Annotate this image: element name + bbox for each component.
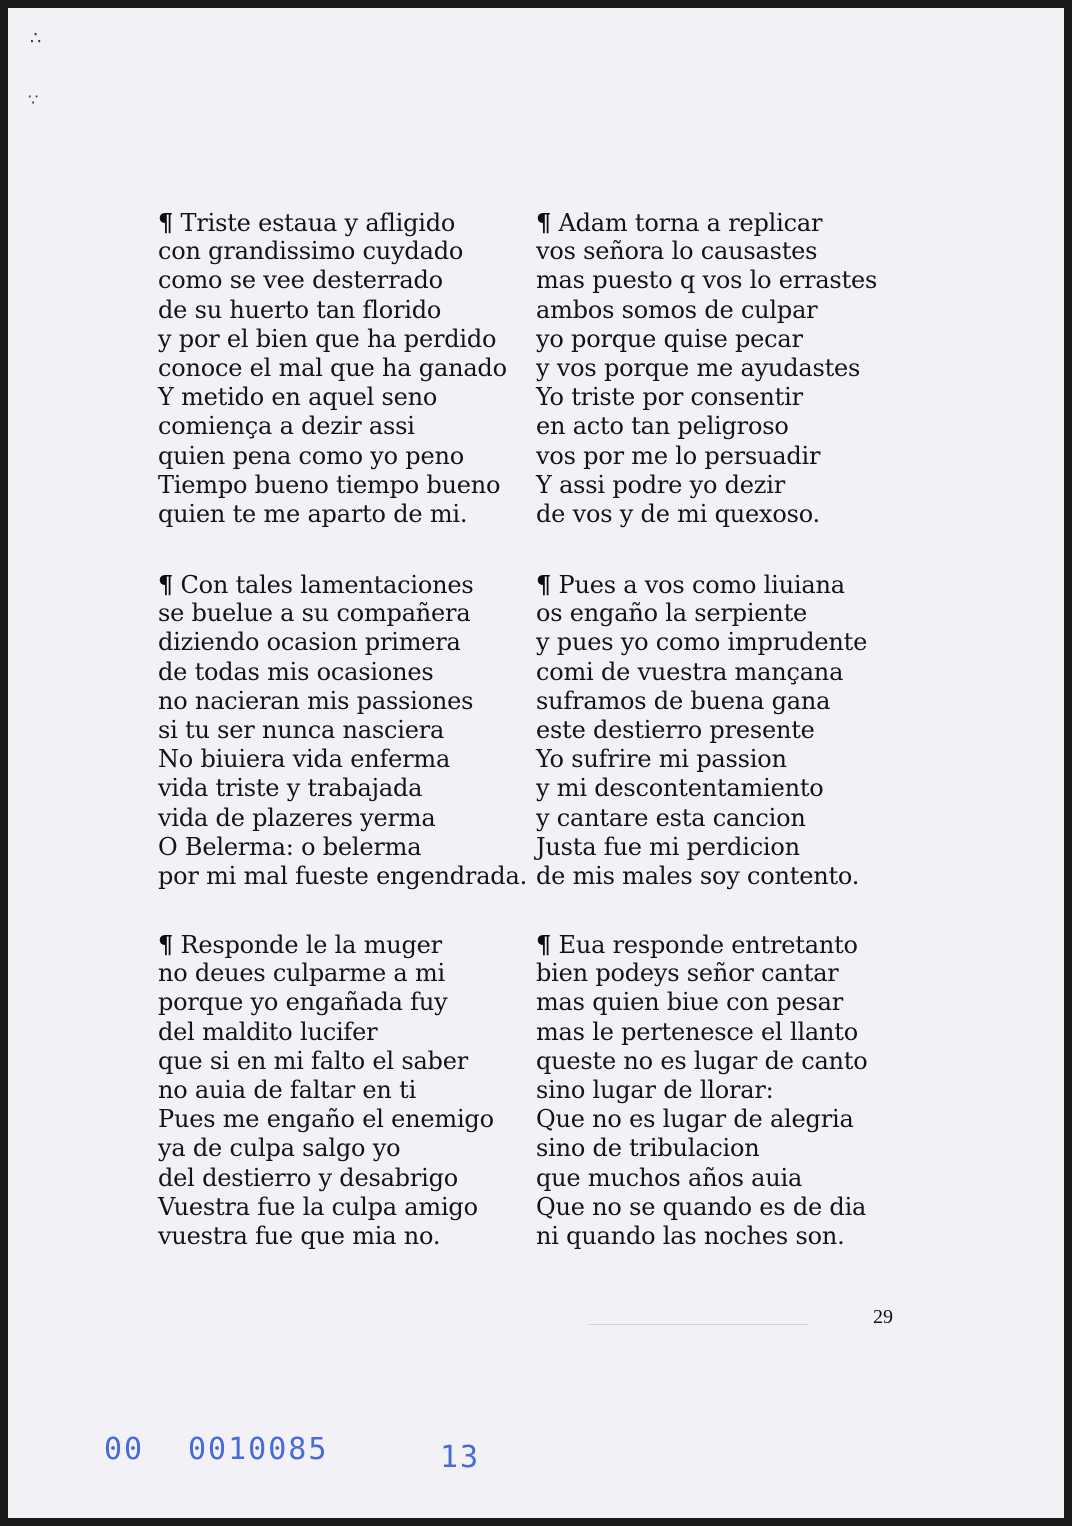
page-number: 29 bbox=[873, 1306, 893, 1328]
verse-line: O Belerma: o belerma bbox=[158, 832, 422, 861]
verse-line: ambos somos de culpar bbox=[536, 295, 818, 324]
stanza-6 bbox=[536, 930, 868, 1251]
pilcrow-icon: ¶ bbox=[536, 208, 552, 237]
verse-line: ¶ Con tales lamentaciones bbox=[158, 570, 474, 599]
verse-line: no auia de faltar en ti bbox=[158, 1075, 417, 1104]
verse-line: y cantare esta cancion bbox=[536, 803, 806, 832]
verse-line: que si en mi falto el saber bbox=[158, 1046, 468, 1075]
stanza-5 bbox=[158, 930, 494, 1251]
verse-line: Yo triste por consentir bbox=[536, 383, 803, 412]
verse-line: como se vee desterrado bbox=[158, 266, 443, 295]
pilcrow-icon: ¶ bbox=[158, 208, 174, 237]
stanza-1 bbox=[158, 208, 507, 529]
pilcrow-icon: ¶ bbox=[536, 570, 552, 599]
stanza-2 bbox=[536, 208, 877, 529]
verse-line: vida de plazeres yerma bbox=[158, 803, 436, 832]
pilcrow-icon: ¶ bbox=[158, 570, 174, 599]
verse-line: porque yo engañada fuy bbox=[158, 988, 448, 1017]
verse-line: ya de culpa salgo yo bbox=[158, 1134, 401, 1163]
verse-line: bien podeys señor cantar bbox=[536, 959, 839, 988]
verse-line: vida triste y trabajada bbox=[158, 774, 423, 803]
verse-line: por mi mal fueste engendrada. bbox=[158, 861, 528, 890]
verse-line: sino de tribulacion bbox=[536, 1134, 760, 1163]
verse-line: sino lugar de llorar: bbox=[536, 1075, 774, 1104]
verse-line: ni quando las noches son. bbox=[536, 1221, 845, 1250]
verse-line: y vos porque me ayudastes bbox=[536, 353, 861, 382]
divider bbox=[588, 1324, 808, 1325]
verse-line: que muchos años auia bbox=[536, 1163, 803, 1192]
verse-line: Yo sufrire mi passion bbox=[536, 745, 787, 774]
verse-line: os engaño la serpiente bbox=[536, 599, 808, 628]
inventory-stamp-number: 0010085 bbox=[188, 1432, 329, 1467]
verse-line: vuestra fue que mia no. bbox=[158, 1221, 441, 1250]
verse-line: y mi descontentamiento bbox=[536, 774, 824, 803]
verse-line: si tu ser nunca nasciera bbox=[158, 715, 445, 744]
verse-line: Que no es lugar de alegria bbox=[536, 1105, 854, 1134]
verse-line: Tiempo bueno tiempo bueno bbox=[158, 470, 501, 499]
verse-line: comiença a dezir assi bbox=[158, 412, 415, 441]
verse-line: Justa fue mi perdicion bbox=[536, 832, 800, 861]
verse-line: yo porque quise pecar bbox=[536, 324, 803, 353]
verse-line: del destierro y desabrigo bbox=[158, 1163, 459, 1192]
inventory-stamp-prefix: 00 bbox=[104, 1432, 145, 1467]
verse-line: ¶ Adam torna a replicar bbox=[536, 208, 823, 237]
verse-line: mas quien biue con pesar bbox=[536, 988, 843, 1017]
verse-line: ¶ Triste estaua y afligido bbox=[158, 208, 456, 237]
verse-line: no nacieran mis passiones bbox=[158, 686, 474, 715]
verse-line: de su huerto tan florido bbox=[158, 295, 442, 324]
verse-line: comi de vuestra mançana bbox=[536, 657, 844, 686]
verse-line: este destierro presente bbox=[536, 715, 815, 744]
verse-line: mas puesto q vos lo errastes bbox=[536, 266, 878, 295]
verse-line: del maldito lucifer bbox=[158, 1017, 378, 1046]
verse-line: de todas mis ocasiones bbox=[158, 657, 434, 686]
verse-line: quien te me aparto de mi. bbox=[158, 499, 468, 528]
stanza-3 bbox=[158, 570, 527, 891]
verse-line: mas le pertenesce el llanto bbox=[536, 1017, 858, 1046]
verse-line: se buelue a su compañera bbox=[158, 599, 471, 628]
book-page bbox=[8, 8, 1064, 1518]
verse-line: Y metido en aquel seno bbox=[158, 383, 438, 412]
verse-line: Vuestra fue la culpa amigo bbox=[158, 1192, 478, 1221]
verse-line: conoce el mal que ha ganado bbox=[158, 353, 507, 382]
pilcrow-icon: ¶ bbox=[536, 930, 552, 959]
verse-line: ¶ Pues a vos como liuiana bbox=[536, 570, 845, 599]
verse-line: de mis males soy contento. bbox=[536, 861, 860, 890]
verse-line: No biuiera vida enferma bbox=[158, 745, 451, 774]
verse-line: vos señora lo causastes bbox=[536, 237, 818, 266]
verse-line: ¶ Eua responde entretanto bbox=[536, 930, 858, 959]
verse-line: suframos de buena gana bbox=[536, 686, 831, 715]
verse-line: diziendo ocasion primera bbox=[158, 628, 461, 657]
verse-line: Y assi podre yo dezir bbox=[536, 470, 785, 499]
stanza-4 bbox=[536, 570, 867, 891]
inventory-stamp-suffix: 13 bbox=[440, 1440, 481, 1475]
verse-line: Que no se quando es de dia bbox=[536, 1192, 867, 1221]
verse-line: de vos y de mi quexoso. bbox=[536, 499, 820, 528]
verse-line: en acto tan peligroso bbox=[536, 412, 789, 441]
paper-speck: ∴ bbox=[30, 28, 42, 49]
verse-line: Pues me engaño el enemigo bbox=[158, 1105, 494, 1134]
verse-line: y pues yo como imprudente bbox=[536, 628, 868, 657]
verse-line: quien pena como yo peno bbox=[158, 441, 464, 470]
verse-line: queste no es lugar de canto bbox=[536, 1046, 868, 1075]
verse-line: con grandissimo cuydado bbox=[158, 237, 464, 266]
verse-line: no deues culparme a mi bbox=[158, 959, 445, 988]
verse-line: vos por me lo persuadir bbox=[536, 441, 821, 470]
verse-line: y por el bien que ha perdido bbox=[158, 324, 497, 353]
verse-line: ¶ Responde le la muger bbox=[158, 930, 442, 959]
pilcrow-icon: ¶ bbox=[158, 930, 174, 959]
paper-speck: ∵ bbox=[28, 90, 39, 109]
